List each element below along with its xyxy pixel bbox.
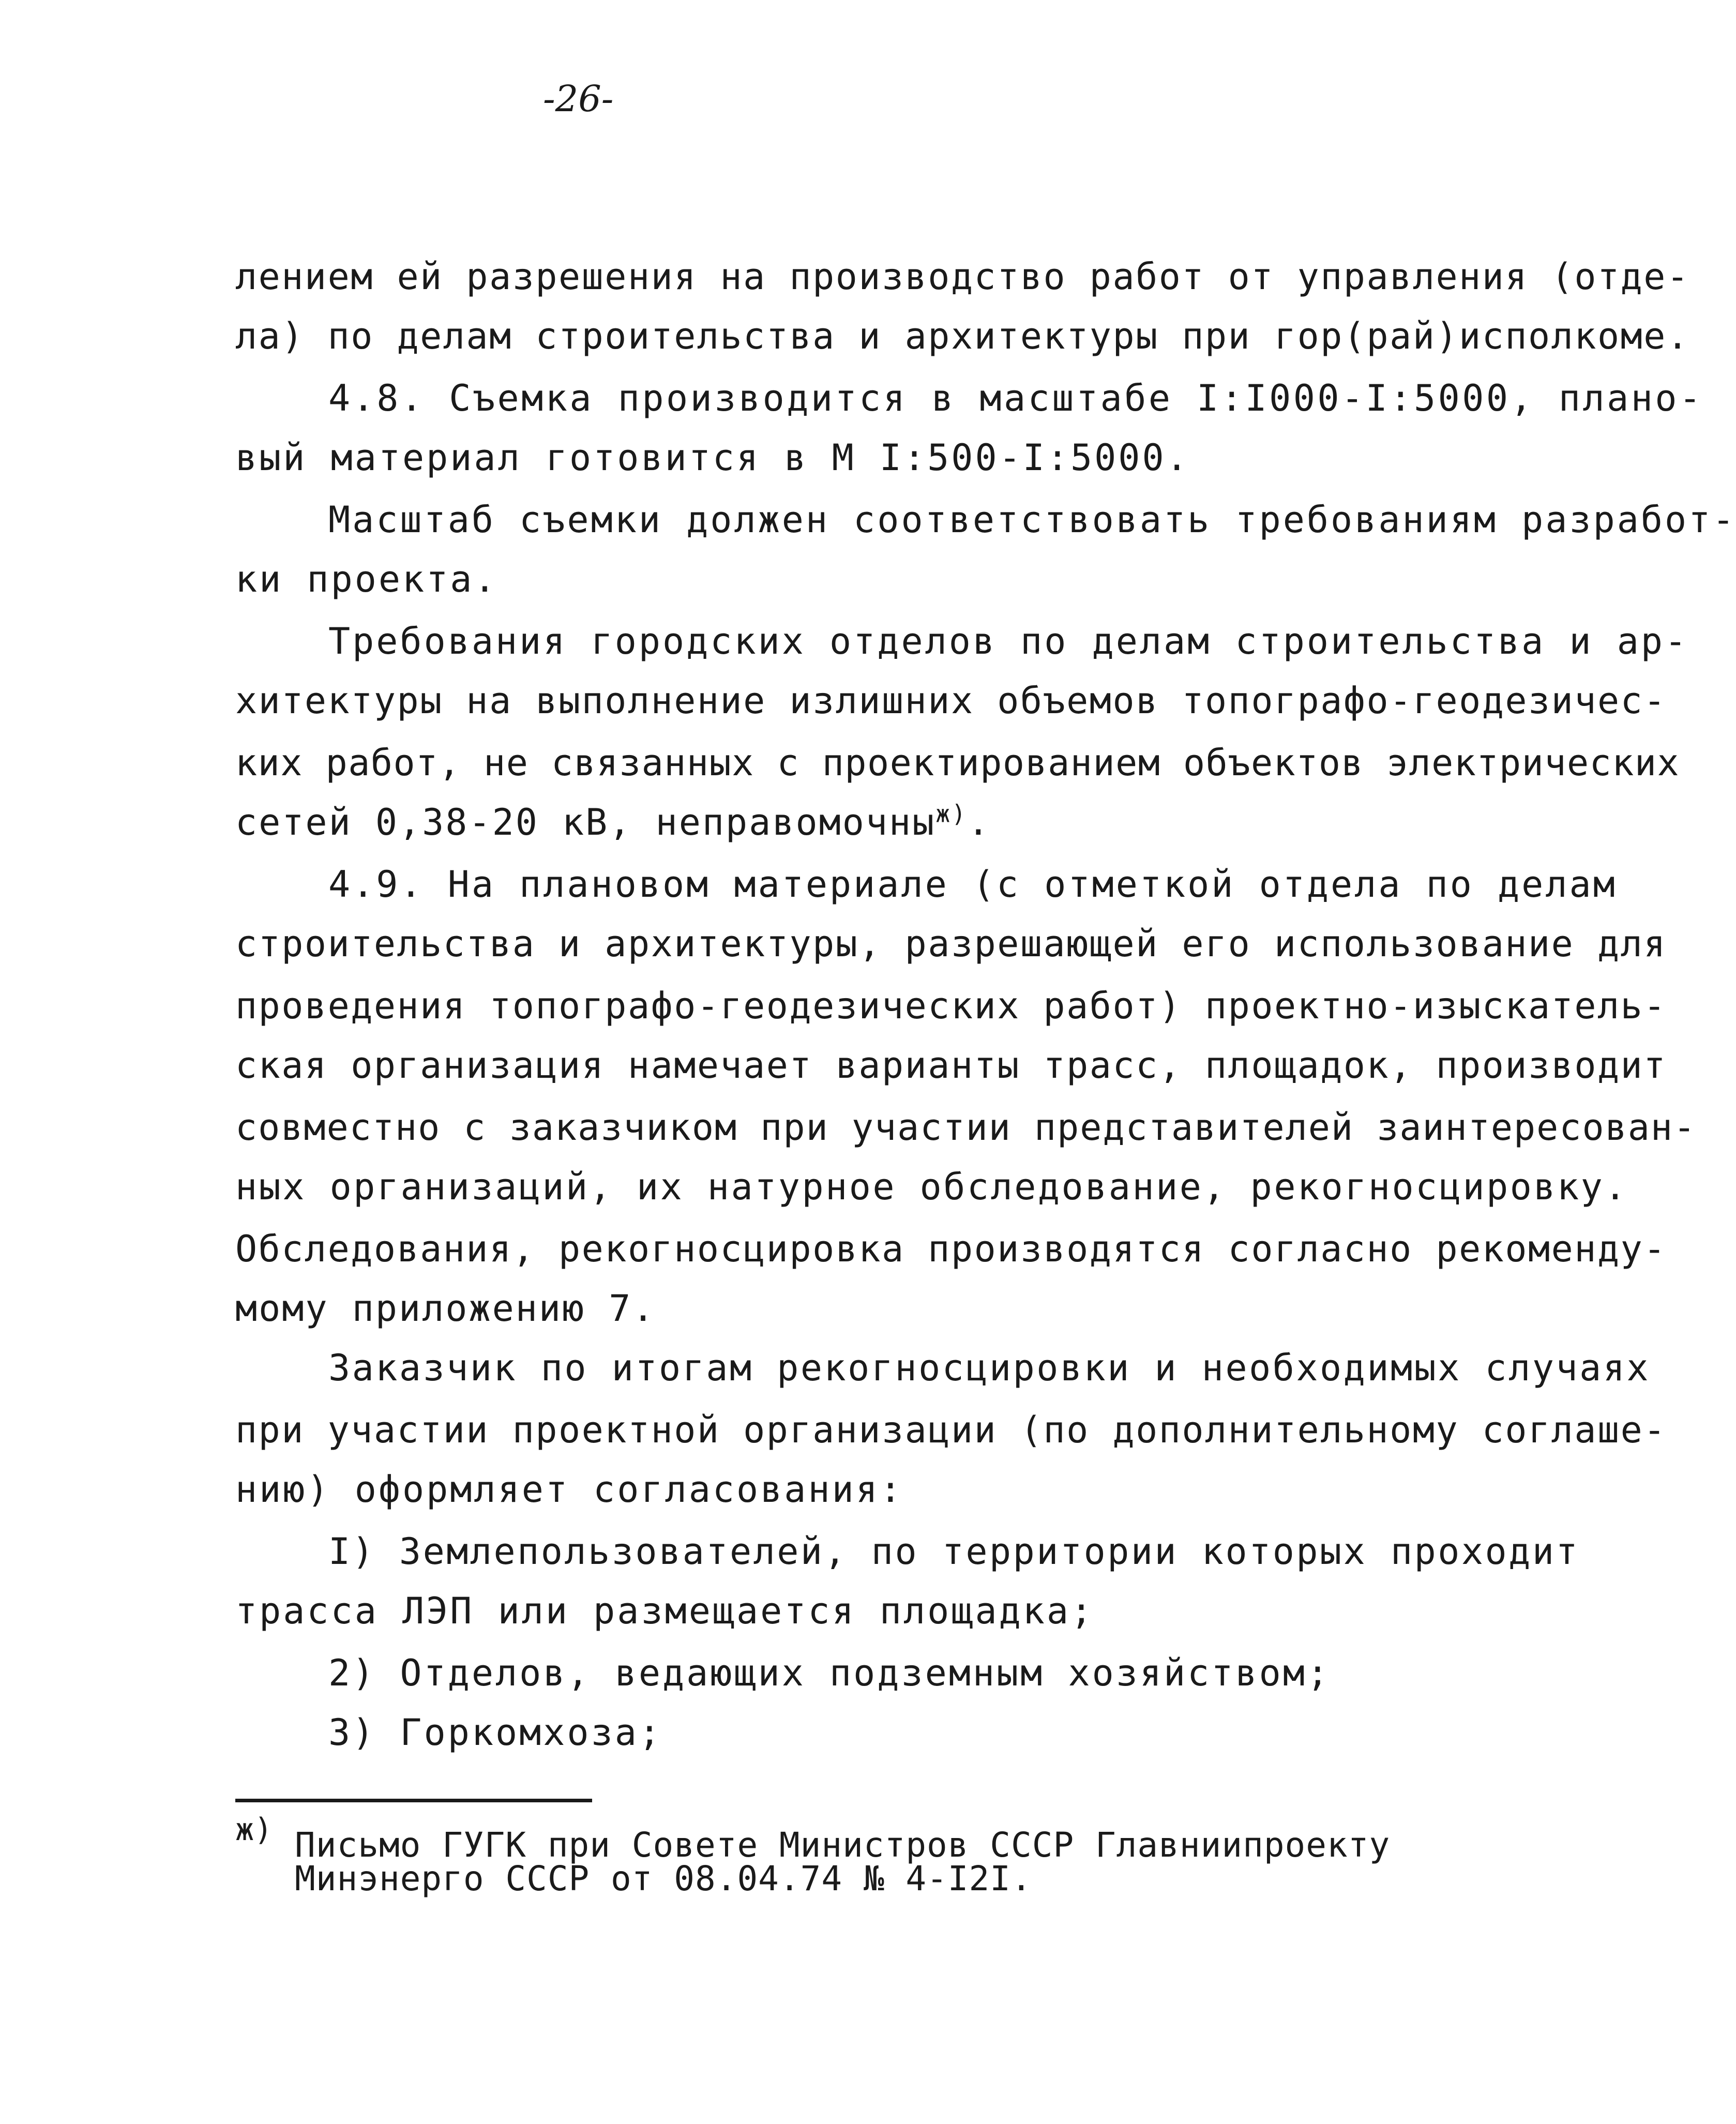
- text-line: 2) Отделов, ведающих подземным хозяйством;: [328, 1652, 1331, 1694]
- text-line: 4.8. Съемка производится в масштабе I:I000-I:5000, плано-: [328, 377, 1703, 419]
- text-line: ких работ, не связанных с проектированием объектов электрических: [235, 742, 1680, 784]
- text-line: Обследования, рекогносцировка производятся согласно рекоменду-: [235, 1228, 1667, 1270]
- text-line-content: сетей 0,38-20 кВ, неправомочны: [235, 801, 936, 843]
- text-line: мому приложению 7.: [235, 1287, 656, 1330]
- footnote-reference: ж): [935, 800, 968, 828]
- text-line: строительства и архитектуры, разрешающей его использование для: [235, 923, 1667, 965]
- footnote-line: Минэнерго СССР от 08.04.74 № 4-I2I.: [295, 1859, 1032, 1899]
- text-line: хитектуры на выполнение излишних объемов топографо-геодезичес-: [235, 680, 1667, 722]
- text-line: ки проекта.: [235, 558, 498, 600]
- text-line: Требования городских отделов по делам строительства и ар-: [328, 620, 1689, 662]
- footnote-reference-tail: .: [967, 801, 991, 843]
- text-line: при участии проектной организации (по дополнительному соглаше-: [235, 1409, 1667, 1451]
- text-line: 4.9. На плановом материале (с отметкой отдела по делам: [328, 863, 1617, 906]
- text-line: вый материал готовится в М I:500-I:5000.: [235, 436, 1190, 479]
- text-line: лением ей разрешения на производство работ от управления (отде-: [235, 255, 1690, 298]
- footnote-mark: ж): [235, 1812, 273, 1848]
- text-line: ская организация намечает варианты трасс, площадок, производит: [235, 1044, 1667, 1087]
- text-line: [235, 800, 991, 843]
- text-line: Масштаб съемки должен соответствовать требованиям разработ-: [328, 499, 1736, 541]
- text-line: нию) оформляет согласования:: [235, 1468, 904, 1511]
- footnote-line: Письмо ГУГК при Совете Министров СССР Главниипроекту: [295, 1825, 1391, 1865]
- page-number: -26-: [543, 78, 614, 120]
- text-line: I) Землепользователей, по территории которых проходит: [328, 1530, 1580, 1573]
- text-line: совместно с заказчиком при участии представителей заинтересован-: [235, 1106, 1697, 1149]
- text-line: 3) Горкомхоза;: [328, 1711, 663, 1754]
- text-line: трасса ЛЭП или размещается площадка;: [235, 1590, 1095, 1632]
- text-line: ла) по делам строительства и архитектуры при гор(рай)исполкоме.: [235, 315, 1690, 357]
- text-line: проведения топографо-геодезических работ) проектно-изыскатель-: [235, 985, 1667, 1027]
- text-line: ных организаций, их натурное обследование, рекогносцировку.: [235, 1166, 1628, 1208]
- footnote-rule: [235, 1799, 592, 1802]
- text-line: Заказчик по итогам рекогносцировки и необходимых случаях: [328, 1347, 1651, 1389]
